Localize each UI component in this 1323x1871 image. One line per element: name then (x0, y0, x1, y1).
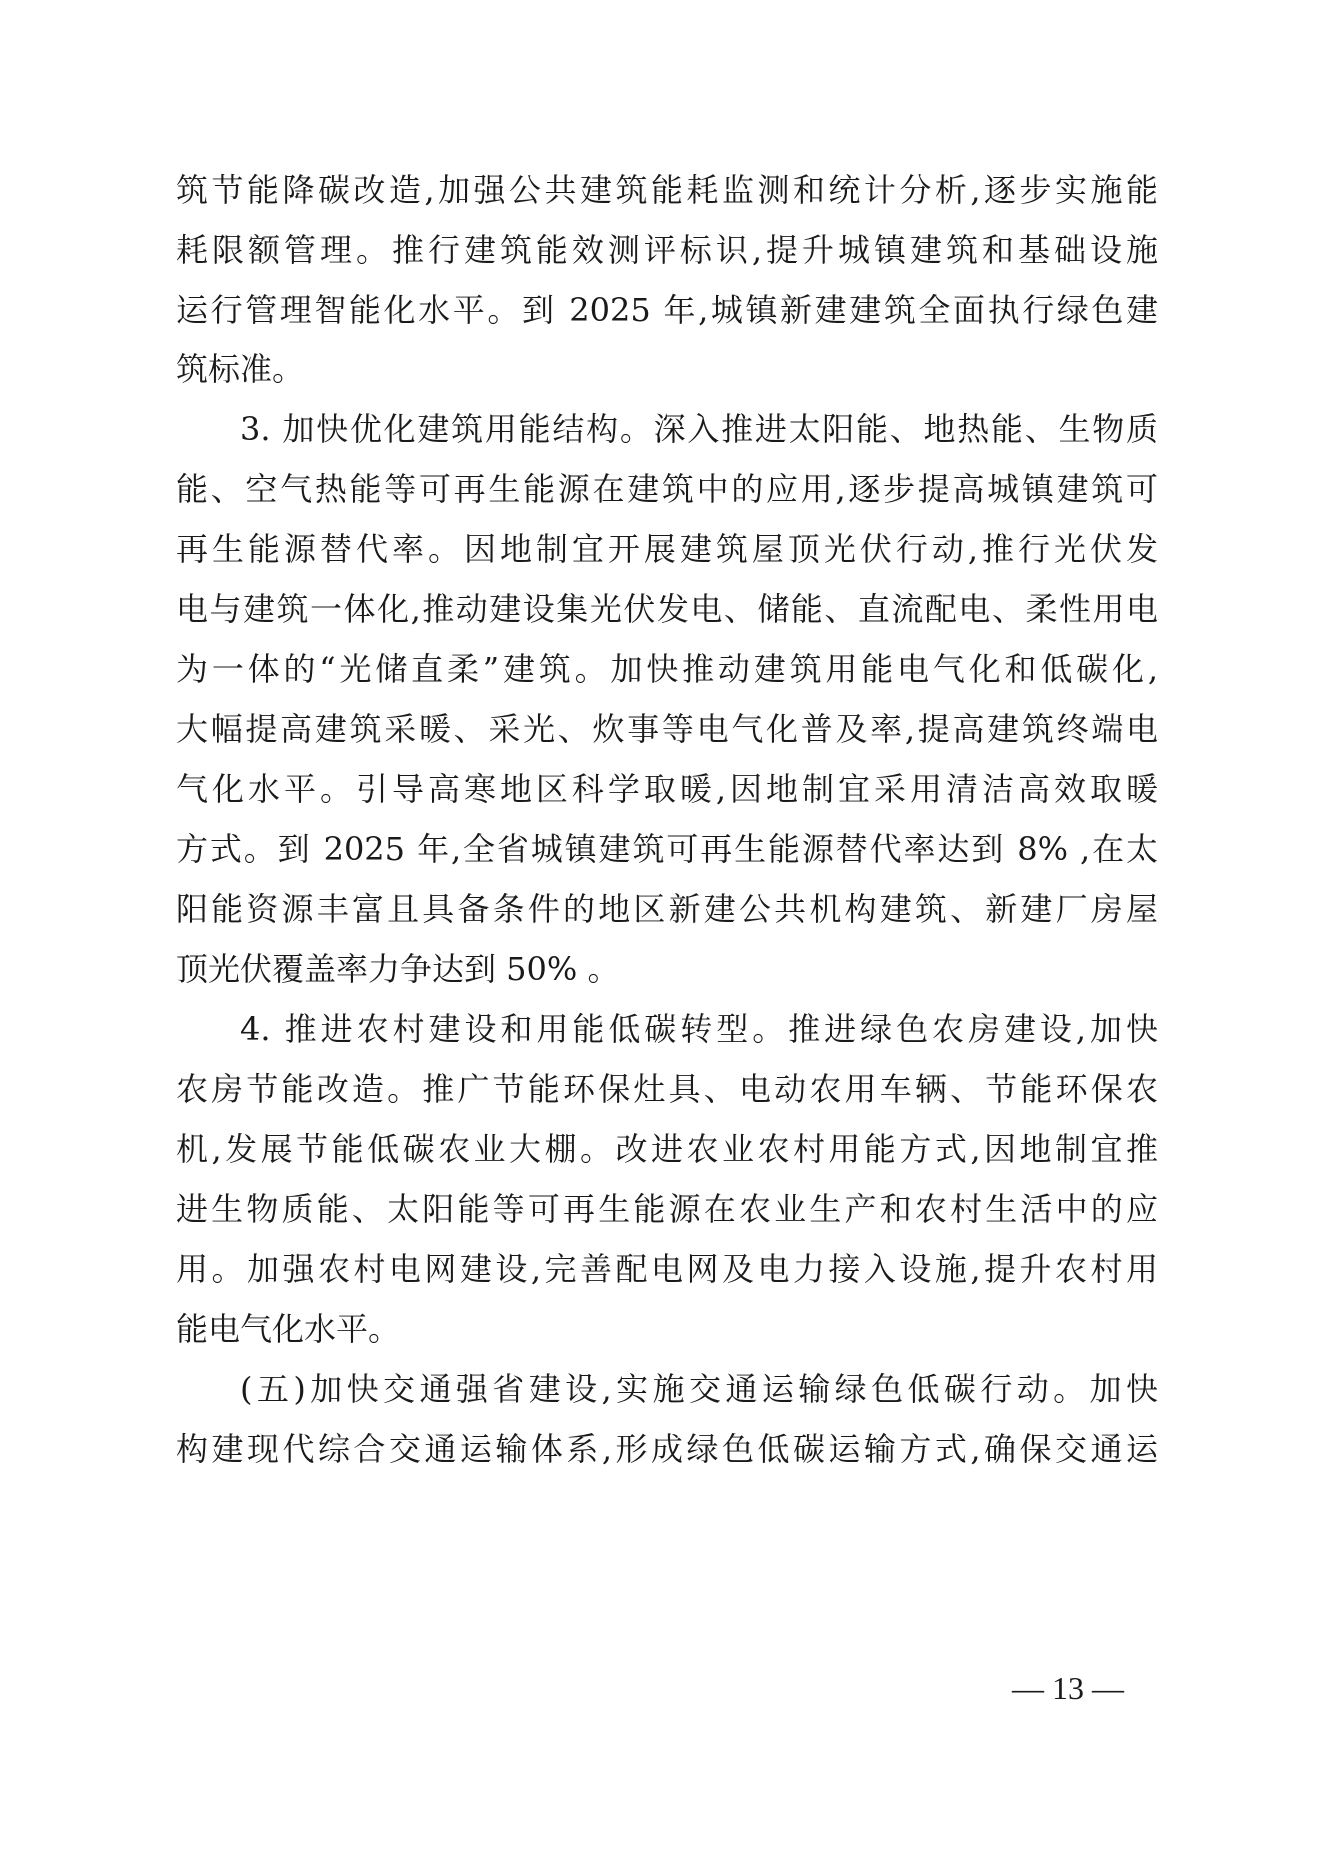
text-line: 大幅提高建筑采暖、采光、炊事等电气化普及率,提高建筑终端电 (176, 710, 1158, 748)
text-line: 电与建筑一体化,推动建设集光伏发电、储能、直流配电、柔性用电 (176, 590, 1158, 628)
text-line: 构建现代综合交通运输体系,形成绿色低碳运输方式,确保交通运 (176, 1430, 1158, 1468)
text-line: 气化水平。引导高寒地区科学取暖,因地制宜采用清洁高效取暖 (176, 770, 1158, 808)
text-line: 阳能资源丰富且具备条件的地区新建公共机构建筑、新建厂房屋 (176, 890, 1158, 928)
text-line: 筑标准。 (176, 350, 305, 388)
text-line: 耗限额管理。推行建筑能效测评标识,提升城镇建筑和基础设施 (176, 231, 1158, 269)
text-line: 能电气化水平。 (176, 1310, 401, 1348)
section-heading-5: (五)加快交通强省建设,实施交通运输绿色低碳行动。加快 (240, 1370, 1158, 1408)
text-line: 用。加强农村电网建设,完善配电网及电力接入设施,提升农村用 (176, 1250, 1158, 1288)
text-line: 顶光伏覆盖率力争达到 50% 。 (176, 950, 620, 988)
text-line: 为一体的“光储直柔”建筑。加快推动建筑用能电气化和低碳化, (176, 650, 1158, 688)
text-line: 进生物质能、太阳能等可再生能源在农业生产和农村生活中的应 (176, 1190, 1158, 1228)
page-number: — 13 — (1012, 1670, 1124, 1706)
text-line: 筑节能降碳改造,加强公共建筑能耗监测和统计分析,逐步实施能 (176, 171, 1158, 209)
text-line: 方式。到 2025 年,全省城镇建筑可再生能源替代率达到 8% ,在太 (176, 830, 1158, 868)
document-page (176, 0, 1158, 1871)
text-line: 机,发展节能低碳农业大棚。改进农业农村用能方式,因地制宜推 (176, 1130, 1158, 1168)
text-line: 农房节能改造。推广节能环保灶具、电动农用车辆、节能环保农 (176, 1070, 1158, 1108)
text-line: 再生能源替代率。因地制宜开展建筑屋顶光伏行动,推行光伏发 (176, 530, 1158, 568)
text-line: 运行管理智能化水平。到 2025 年,城镇新建建筑全面执行绿色建 (176, 291, 1158, 329)
list-item-heading-4: 4. 推进农村建设和用能低碳转型。推进绿色农房建设,加快 (240, 1010, 1158, 1048)
list-item-heading-3: 3. 加快优化建筑用能结构。深入推进太阳能、地热能、生物质 (240, 410, 1158, 448)
text-line: 能、空气热能等可再生能源在建筑中的应用,逐步提高城镇建筑可 (176, 470, 1158, 508)
